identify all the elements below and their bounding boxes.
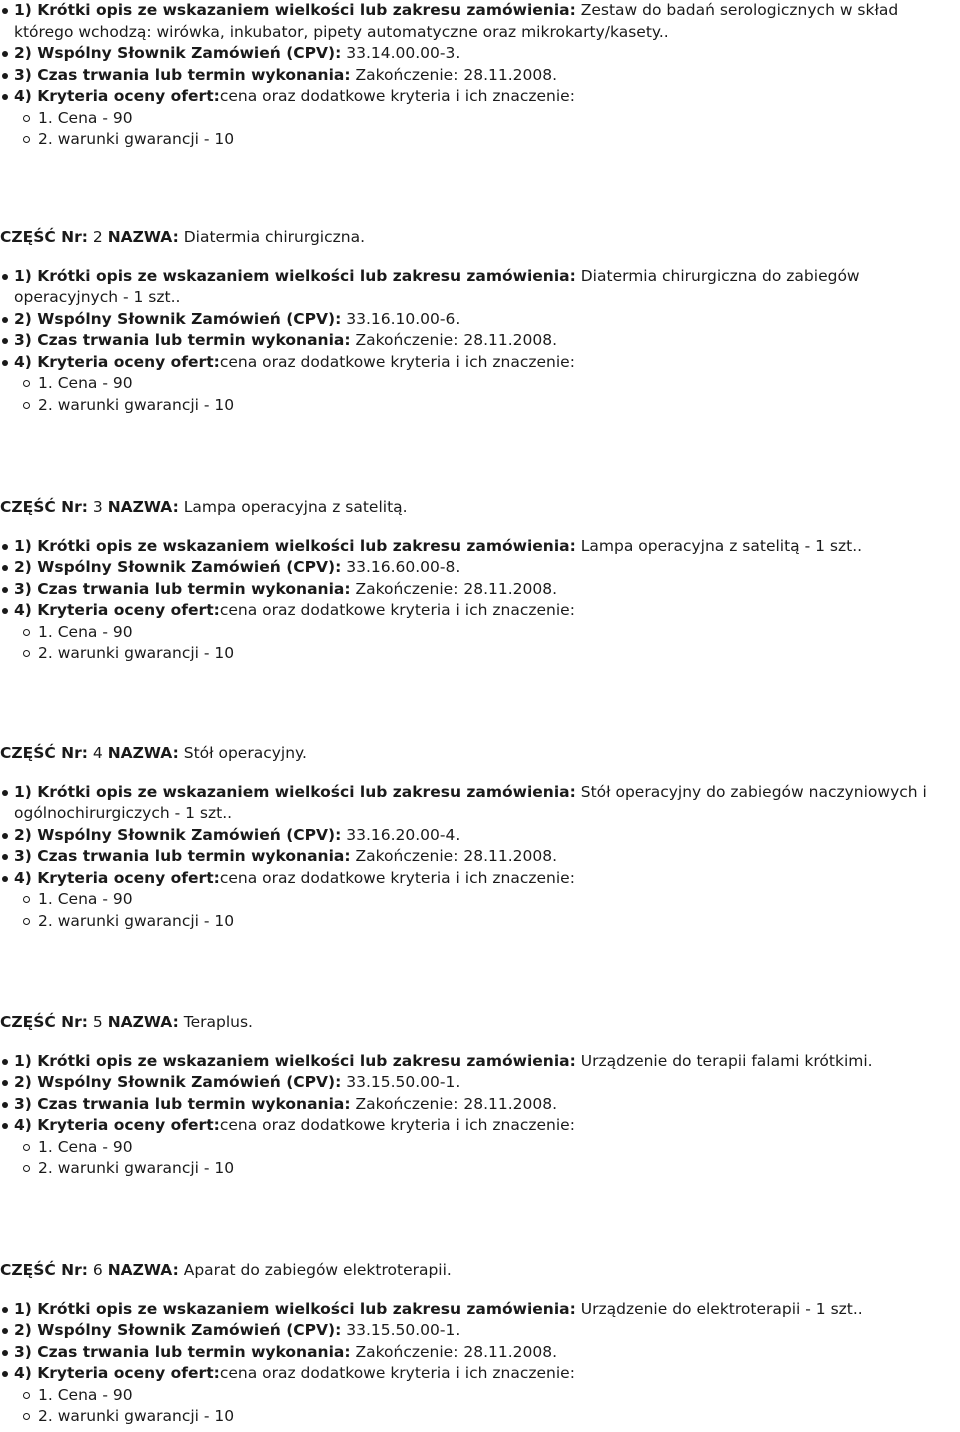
- part-name: Aparat do zabiegów elektroterapii.: [183, 1261, 452, 1279]
- part-name-label: NAZWA:: [107, 228, 179, 246]
- termin-item: [14, 579, 960, 601]
- part-number: 3: [92, 498, 103, 516]
- description-item: [14, 1051, 960, 1073]
- description-value: Zestaw do badań serologicznych w skład którego wchodzą: wirówka, inkubator, pipety automatyczne oraz mikrokarty/kasety..: [14, 1, 899, 41]
- criteria-label: 4) Kryteria oceny ofert:: [14, 1364, 220, 1382]
- criteria-label: 4) Kryteria oceny ofert:: [14, 868, 220, 887]
- description-value: Diatermia chirurgiczna do zabiegów operacyjnych - 1 szt..: [14, 266, 860, 306]
- part-1: [0, 0, 960, 151]
- cpv-label: 2) Wspólny Słownik Zamówień (CPV):: [14, 44, 342, 62]
- termin-label: 3) Czas trwania lub termin wykonania:: [14, 65, 351, 84]
- termin-label: 3) Czas trwania lub termin wykonania:: [14, 579, 351, 598]
- cpv-item: [14, 557, 960, 579]
- criteria-list: [14, 889, 960, 932]
- part-header: [0, 1260, 960, 1282]
- criteria-item: [14, 868, 960, 933]
- description-label: 1) Krótki opis ze wskazaniem wielkości lub zakresu zamówienia:: [14, 1299, 576, 1318]
- criterion-price: 1. Cena - 90: [38, 1385, 960, 1407]
- description-value: Urządzenie do terapii falami krótkimi.: [580, 1051, 873, 1070]
- criteria-item: [14, 86, 960, 151]
- termin-item: [14, 1342, 960, 1364]
- termin-label: 3) Czas trwania lub termin wykonania:: [14, 1342, 351, 1361]
- cpv-item: [14, 825, 960, 847]
- criterion-warranty: 2. warunki gwarancji - 10: [38, 643, 960, 665]
- part-header: [0, 497, 960, 519]
- criteria-label: 4) Kryteria oceny ofert:: [14, 601, 220, 619]
- criteria-list: [14, 1385, 960, 1428]
- termin-value: Zakończenie: 28.11.2008.: [355, 1094, 558, 1113]
- description-item: [14, 536, 960, 558]
- termin-value: Zakończenie: 28.11.2008.: [355, 331, 558, 349]
- part-number-label: CZĘŚĆ Nr:: [0, 744, 88, 762]
- part-6-details: [0, 1299, 960, 1428]
- part-name: Stół operacyjny.: [183, 744, 307, 762]
- termin-label: 3) Czas trwania lub termin wykonania:: [14, 1094, 351, 1113]
- part-number: 2: [92, 228, 103, 246]
- criteria-text: cena oraz dodatkowe kryteria i ich znaczenie:: [219, 601, 575, 619]
- criteria-list: [14, 108, 960, 151]
- part-5: [0, 1012, 960, 1180]
- part-name-label: NAZWA:: [107, 1261, 179, 1279]
- part-6: [0, 1260, 960, 1428]
- criterion-warranty: 2. warunki gwarancji - 10: [38, 1406, 960, 1428]
- cpv-label: 2) Wspólny Słownik Zamówień (CPV):: [14, 309, 342, 328]
- termin-item: [14, 1094, 960, 1116]
- criterion-price: 1. Cena - 90: [38, 889, 960, 911]
- cpv-label: 2) Wspólny Słownik Zamówień (CPV):: [14, 825, 342, 844]
- description-label: 1) Krótki opis ze wskazaniem wielkości lub zakresu zamówienia:: [14, 1051, 576, 1070]
- part-4-details: [0, 782, 960, 933]
- criteria-item: [14, 352, 960, 417]
- cpv-value: 33.14.00.00-3.: [346, 44, 461, 62]
- criterion-warranty: 2. warunki gwarancji - 10: [38, 1158, 960, 1180]
- criteria-item: [14, 600, 960, 665]
- cpv-value: 33.15.50.00-1.: [346, 1321, 461, 1339]
- criteria-list: [14, 373, 960, 416]
- part-3-details: [0, 536, 960, 665]
- termin-label: 3) Czas trwania lub termin wykonania:: [14, 847, 351, 865]
- termin-item: [14, 846, 960, 868]
- description-label: 1) Krótki opis ze wskazaniem wielkości lub zakresu zamówienia:: [14, 266, 576, 285]
- criteria-text: cena oraz dodatkowe kryteria i ich znaczenie:: [219, 868, 575, 887]
- criterion-warranty: 2. warunki gwarancji - 10: [38, 911, 960, 933]
- criteria-label: 4) Kryteria oceny ofert:: [14, 87, 220, 105]
- description-value: Lampa operacyjna z satelitą - 1 szt..: [580, 536, 863, 555]
- part-4: [0, 743, 960, 932]
- part-header: [0, 743, 960, 765]
- cpv-label: 2) Wspólny Słownik Zamówień (CPV):: [14, 1321, 342, 1339]
- part-1-details: [0, 0, 960, 151]
- criteria-text: cena oraz dodatkowe kryteria i ich znaczenie:: [219, 352, 575, 371]
- cpv-label: 2) Wspólny Słownik Zamówień (CPV):: [14, 1073, 342, 1091]
- description-item: [14, 266, 960, 309]
- part-name-label: NAZWA:: [107, 498, 179, 516]
- part-name: Lampa operacyjna z satelitą.: [183, 498, 408, 516]
- part-name: Teraplus.: [183, 1013, 253, 1031]
- description-item: [14, 1299, 960, 1321]
- part-name-label: NAZWA:: [107, 1013, 179, 1031]
- termin-item: [14, 330, 960, 352]
- criteria-text: cena oraz dodatkowe kryteria i ich znaczenie:: [219, 1116, 575, 1134]
- description-item: [14, 782, 960, 825]
- cpv-value: 33.15.50.00-1.: [346, 1073, 461, 1091]
- criterion-warranty: 2. warunki gwarancji - 10: [38, 395, 960, 417]
- criterion-price: 1. Cena - 90: [38, 622, 960, 644]
- description-label: 1) Krótki opis ze wskazaniem wielkości lub zakresu zamówienia:: [14, 782, 576, 801]
- description-value: Stół operacyjny do zabiegów naczyniowych i ogólnochirurgiczych - 1 szt..: [14, 782, 927, 822]
- part-number-label: CZĘŚĆ Nr:: [0, 498, 88, 516]
- description-label: 1) Krótki opis ze wskazaniem wielkości lub zakresu zamówienia:: [14, 1, 576, 19]
- cpv-value: 33.16.10.00-6.: [346, 309, 461, 328]
- criteria-text: cena oraz dodatkowe kryteria i ich znaczenie:: [219, 1364, 575, 1382]
- criteria-list: [14, 1137, 960, 1180]
- cpv-item: [14, 1072, 960, 1094]
- part-header: [0, 227, 960, 249]
- part-3: [0, 497, 960, 665]
- part-2: [0, 227, 960, 416]
- part-2-details: [0, 266, 960, 417]
- cpv-value: 33.16.60.00-8.: [346, 558, 461, 576]
- criteria-text: cena oraz dodatkowe kryteria i ich znaczenie:: [219, 87, 575, 105]
- criterion-price: 1. Cena - 90: [38, 1137, 960, 1159]
- part-name: Diatermia chirurgiczna.: [183, 228, 366, 246]
- part-name-label: NAZWA:: [107, 744, 179, 762]
- criterion-warranty: 2. warunki gwarancji - 10: [38, 129, 960, 151]
- criteria-label: 4) Kryteria oceny ofert:: [14, 352, 220, 371]
- part-number: 5: [92, 1013, 103, 1031]
- criteria-list: [14, 622, 960, 665]
- part-number-label: CZĘŚĆ Nr:: [0, 228, 88, 246]
- cpv-value: 33.16.20.00-4.: [346, 825, 461, 844]
- cpv-item: [14, 309, 960, 331]
- criteria-label: 4) Kryteria oceny ofert:: [14, 1116, 220, 1134]
- part-number: 6: [92, 1261, 103, 1279]
- termin-value: Zakończenie: 28.11.2008.: [355, 579, 558, 598]
- description-item: [14, 0, 960, 43]
- criterion-price: 1. Cena - 90: [38, 108, 960, 130]
- criterion-price: 1. Cena - 90: [38, 373, 960, 395]
- criteria-item: [14, 1363, 960, 1428]
- part-number-label: CZĘŚĆ Nr:: [0, 1013, 88, 1031]
- criteria-item: [14, 1115, 960, 1180]
- cpv-item: [14, 43, 960, 65]
- termin-value: Zakończenie: 28.11.2008.: [355, 65, 558, 84]
- part-header: [0, 1012, 960, 1034]
- description-label: 1) Krótki opis ze wskazaniem wielkości lub zakresu zamówienia:: [14, 536, 576, 555]
- termin-item: [14, 65, 960, 87]
- cpv-label: 2) Wspólny Słownik Zamówień (CPV):: [14, 558, 342, 576]
- termin-value: Zakończenie: 28.11.2008.: [355, 847, 558, 865]
- termin-value: Zakończenie: 28.11.2008.: [355, 1342, 558, 1361]
- part-number: 4: [92, 744, 103, 762]
- part-number-label: CZĘŚĆ Nr:: [0, 1261, 88, 1279]
- part-5-details: [0, 1051, 960, 1180]
- description-value: Urządzenie do elektroterapii - 1 szt..: [580, 1299, 863, 1318]
- cpv-item: [14, 1320, 960, 1342]
- termin-label: 3) Czas trwania lub termin wykonania:: [14, 331, 351, 349]
